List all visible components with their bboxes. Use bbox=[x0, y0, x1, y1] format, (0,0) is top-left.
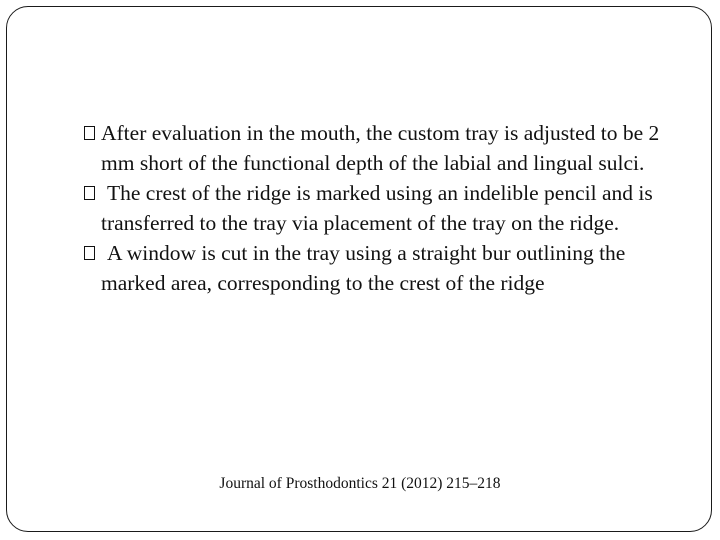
bullet-text-2: The crest of the ridge is marked using an indelible pencil and is transferred to the tray via placement of the tray on the ridge. bbox=[101, 181, 653, 235]
bullet-text-3: A window is cut in the tray using a straight bur outlining the marked area, corresponding to the crest of the ridge bbox=[101, 241, 626, 295]
bullet-marker-icon bbox=[84, 186, 95, 200]
bullet-item-2 bbox=[84, 178, 694, 238]
citation: Journal of Prosthodontics 21 (2012) 215–218 bbox=[219, 475, 501, 492]
bullet-item-1 bbox=[84, 118, 694, 178]
bullet-item-3 bbox=[84, 238, 694, 298]
bullet-text-1: After evaluation in the mouth, the custom tray is adjusted to be 2 mm short of the functional depth of the labial and lingual sulci. bbox=[101, 121, 660, 175]
bullet-marker-icon bbox=[84, 246, 95, 260]
bullet-list bbox=[84, 118, 694, 298]
bullet-marker-icon bbox=[84, 126, 95, 140]
